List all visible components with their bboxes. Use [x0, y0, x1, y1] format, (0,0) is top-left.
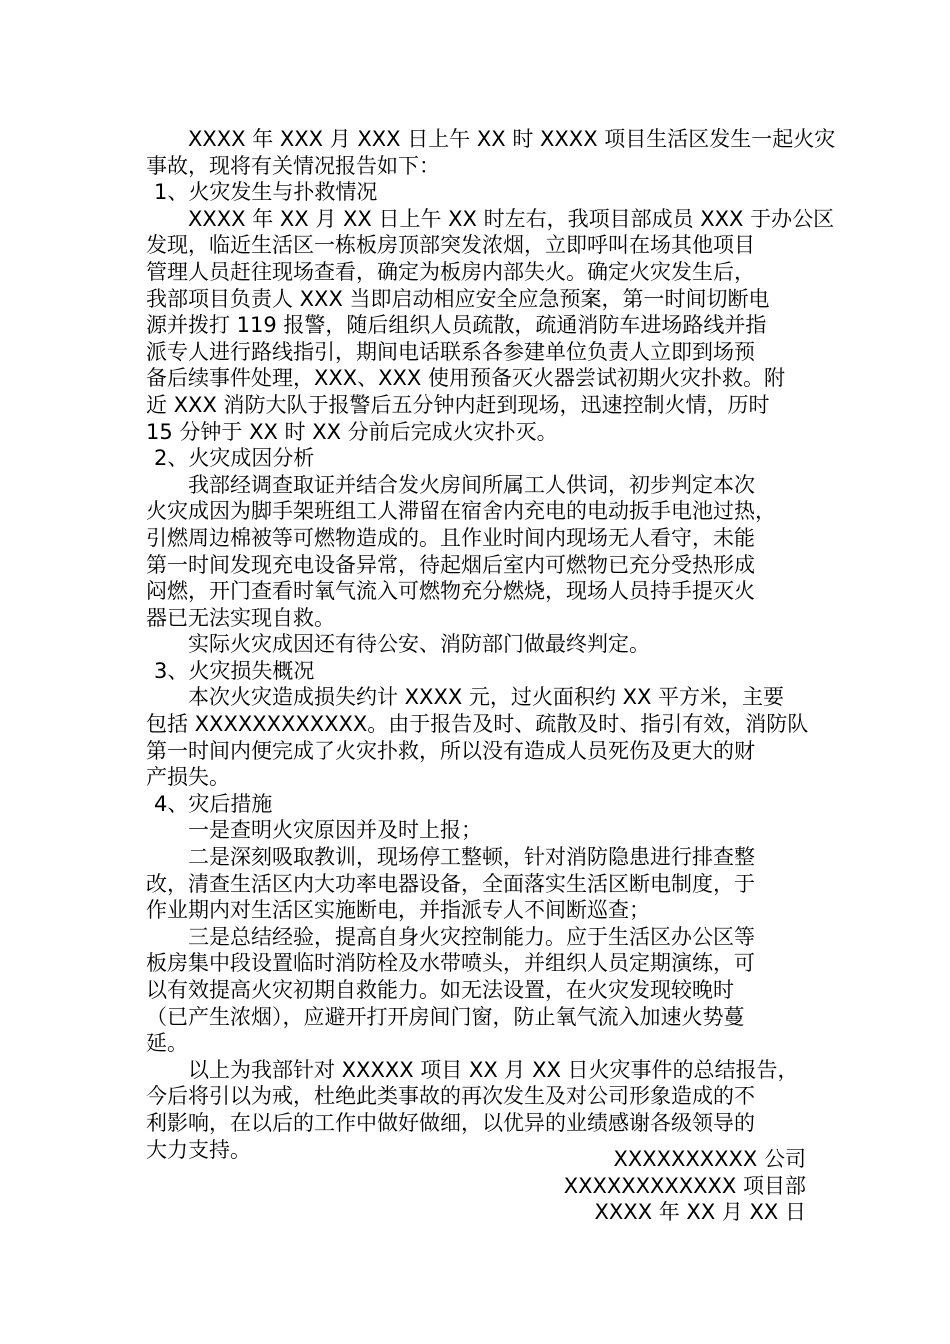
paragraph-line: 引燃周边棉被等可燃物造成的。且作业时间内现场无人看守，未能	[146, 525, 755, 550]
report-body	[146, 126, 836, 1163]
paragraph-line: 本次火灾造成损失约计 XXXX 元，过火面积约 XX 平方米，主要	[188, 685, 785, 710]
paragraph-line: 第一时间发现充电设备异常，待起烟后室内可燃物已充分受热形成	[146, 552, 755, 577]
paragraph-line: 火灾成因为脚手架班组工人滞留在宿舍内充电的电动扳手电池过热，	[146, 499, 776, 524]
paragraph-line: 器已无法实现自救。	[146, 605, 335, 630]
intro-line: 事故，现将有关情况报告如下：	[146, 153, 440, 178]
measure-item: 一是查明火灾原因并及时上报；	[188, 818, 482, 843]
closing-line: 今后将引以为戒，杜绝此类事故的再次发生及对公司形象造成的不	[146, 1084, 755, 1109]
measure-item: 延。	[146, 1031, 188, 1056]
section-heading: 3、火灾损失概况	[154, 658, 315, 683]
measure-item: 改，清查生活区内大功率电器设备，全面落实生活区断电制度，于	[146, 871, 755, 896]
measure-item: （已产生浓烟），应避开打开房间门窗，防止氧气流入加速火势蔓	[146, 1004, 745, 1029]
measure-item: 板房集中段设置临时消防栓及水带喷头，并组织人员定期演练，可	[146, 951, 755, 976]
paragraph-line: XXXX 年 XX 月 XX 日上午 XX 时左右，我项目部成员 XXX 于办公区	[188, 206, 835, 231]
paragraph-line: 我部项目负责人 XXX 当即启动相应安全应急预案，第一时间切断电	[146, 286, 770, 311]
paragraph-line: 15 分钟于 XX 时 XX 分前后完成火灾扑灭。	[146, 419, 558, 444]
section-heading: 1、火灾发生与扑救情况	[154, 180, 378, 205]
closing-line: 利影响，在以后的工作中做好做细，以优异的业绩感谢各级领导的	[146, 1110, 755, 1135]
section-heading: 2、火灾成因分析	[154, 446, 315, 471]
paragraph-line: 包括 XXXXXXXXXXXX。由于报告及时、疏散及时、指引有效，消防队	[146, 712, 809, 737]
paragraph-line: 闷燃，开门查看时氧气流入可燃物充分燃烧，现场人员持手提灭火	[146, 579, 755, 604]
measure-item: 作业期内对生活区实施断电，并指派专人不间断巡查；	[146, 898, 650, 923]
paragraph-line: 源并拨打 119 报警，随后组织人员疏散，疏通消防车进场路线并指	[146, 313, 767, 338]
closing-line: 大力支持。	[146, 1137, 251, 1162]
paragraph-line: 实际火灾成因还有待公安、消防部门做最终判定。	[188, 632, 650, 657]
intro-line: XXXX 年 XXX 月 XXX 日上午 XX 时 XXXX 项目生活区发生一起火灾	[188, 127, 836, 151]
paragraph-line: 产损失。	[146, 765, 230, 790]
paragraph-line: 发现，临近生活区一栋板房顶部突发浓烟，立即呼叫在场其他项目	[146, 233, 755, 258]
signature-company: XXXXXXXXXX 公司	[613, 1147, 806, 1171]
paragraph-line: 近 XXX 消防大队于报警后五分钟内赶到现场，迅速控制火情，历时	[146, 392, 770, 417]
paragraph-line: 我部经调查取证并结合发火房间所属工人供词，初步判定本次	[188, 472, 755, 497]
paragraph-line: 第一时间内便完成了火灾扑救，所以没有造成人员死伤及更大的财	[146, 738, 755, 763]
section-heading: 4、灾后措施	[154, 791, 273, 816]
paragraph-line: 备后续事件处理，XXX、XXX 使用预备灭火器尝试初期火灾扑救。附	[146, 366, 785, 391]
paragraph-line: 派专人进行路线指引，期间电话联系各参建单位负责人立即到场预	[146, 339, 755, 364]
signature-date: XXXX 年 XX 月 XX 日	[594, 1200, 806, 1225]
signature-block	[564, 1146, 806, 1226]
closing-line: 以上为我部针对 XXXXX 项目 XX 月 XX 日火灾事件的总结报告，	[188, 1057, 799, 1082]
paragraph-line: 管理人员赶往现场查看，确定为板房内部失火。确定火灾发生后，	[146, 259, 755, 284]
measure-item: 以有效提高火灾初期自救能力。如无法设置，在火灾发现较晚时	[146, 978, 734, 1002]
measure-item: 三是总结经验，提高自身火灾控制能力。应于生活区办公区等	[188, 924, 755, 949]
measure-item: 二是深刻吸取教训，现场停工整顿，针对消防隐患进行排查整	[188, 845, 755, 870]
signature-department: XXXXXXXXXXXX 项目部	[563, 1173, 806, 1198]
